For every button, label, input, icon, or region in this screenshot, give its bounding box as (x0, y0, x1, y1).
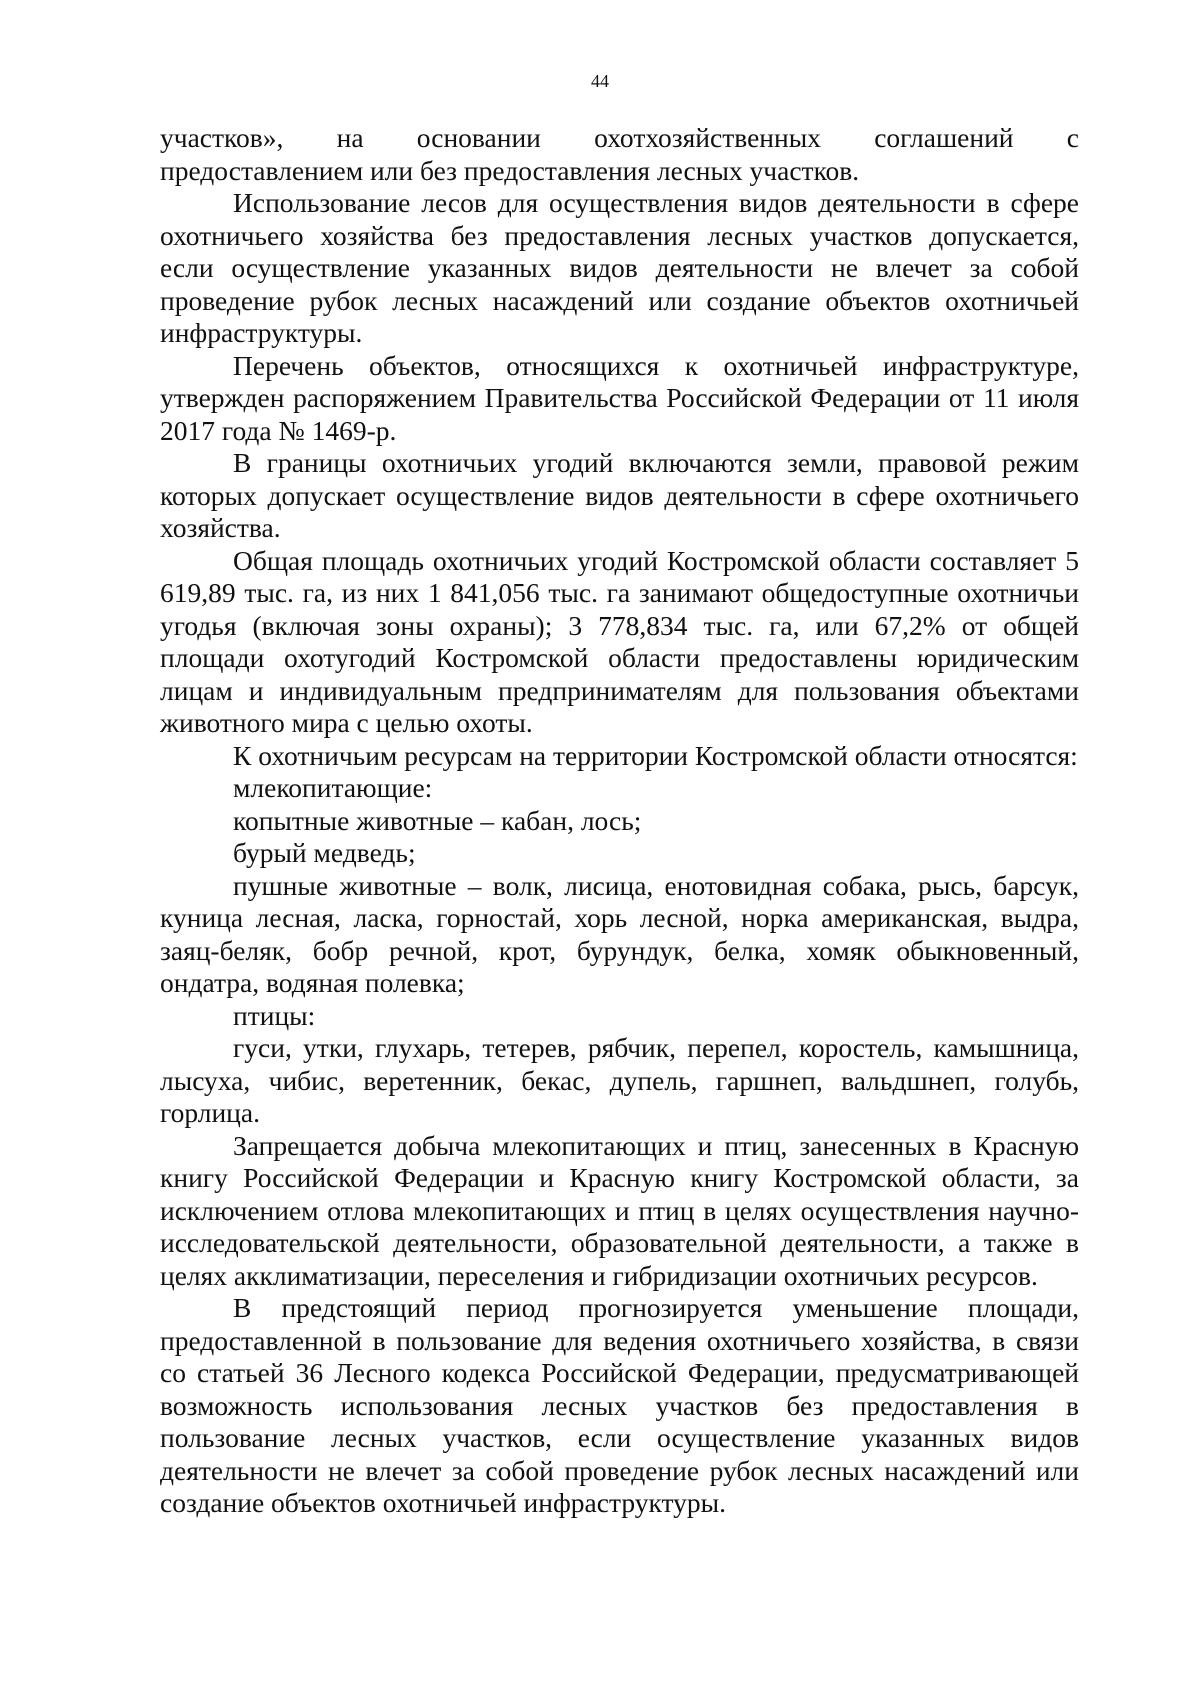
paragraph-hunting-resources: К охотничьим ресурсам на территории Костромской области относятся: (233, 739, 1078, 771)
paragraph-prohibition: Запрещается добыча млекопитающих и птиц, занесенных в Красную книгу Российской Федерации и Красную книгу Костромской области, за исключением отлова млекопитающих и птиц в целях осуществления научно-исследовательской деятельности, образовательной деятельности, а также в целях акклиматизации, переселения и гибридизации охотничьих ресурсов. (160, 1129, 1079, 1291)
page-number: 44 (591, 71, 609, 91)
document-body (160, 122, 1079, 1520)
paragraph-forecast: В предстоящий период прогнозируется уменьшение площади, предоставленной в пользование для ведения охотничьего хозяйства, в связи со статьей 36 Лесного кодекса Российской Федерации, предусматривающей возможность использования лесных участков без предоставления в пользование лесных участков, если осуществление указанных видов деятельности не влечет за собой проведение рубок лесных насаждений или создание объектов охотничьей инфраструктуры. (160, 1292, 1079, 1518)
list-item-brown-bear: бурый медведь; (233, 837, 416, 868)
list-item-fur-animals: пушные животные – волк, лисица, енотовидная собака, рысь, барсук, куница лесная, ласка, горностай, хорь лесной, норка американская, выдра, заяц-беляк, бобр речной, крот, бурундук, белка, хомяк обыкновенный, ондатра, водяная полевка; (160, 869, 1079, 998)
list-item-bird-species: гуси, утки, глухарь, тетерев, рябчик, перепел, коростель, камышница, лысуха, чибис, веретенник, бекас, дупель, гаршнеп, вальдшнеп, голубь, горлица. (160, 1032, 1079, 1128)
paragraph-hunting-grounds-borders: В границы охотничьих угодий включаются земли, правовой режим которых допускает осуществление видов деятельности в сфере охотничьего хозяйства. (160, 447, 1079, 543)
list-item-mammals: млекопитающие: (233, 772, 433, 803)
paragraph-continuation-line: участков», на основании охотхозяйственных соглашений с (160, 122, 1079, 153)
list-item-birds: птицы: (233, 999, 316, 1031)
paragraph-total-area: Общая площадь охотничьих угодий Костромской области составляет 5 619,89 тыс. га, из них 1 841,056 тыс. га занимают общедоступные охотничьи угодья (включая зоны охраны); 3 778,834 тыс. га, или 67,2% от общей площади охотугодий Костромской области предоставлены юридическим лицам и индивидуальным предпринимателям для пользования объектами животного мира с целью охоты. (160, 544, 1079, 738)
paragraph-continuation-end: предоставлением или без предоставления лесных участков. (160, 154, 860, 186)
paragraph-forest-use: Использование лесов для осуществления видов деятельности в сфере охотничьего хозяйства без предоставления лесных участков допускается, если осуществление указанных видов деятельности не влечет за собой проведение рубок лесных насаждений или создание объектов охотничьей инфраструктуры. (160, 187, 1079, 348)
list-item-ungulates: копытные животные – кабан, лось; (233, 804, 642, 836)
paragraph-infrastructure-list: Перечень объектов, относящихся к охотничьей инфраструктуре, утвержден распоряжением Правительства Российской Федерации от 11 июля 2017 года № 1469-р. (160, 349, 1079, 446)
